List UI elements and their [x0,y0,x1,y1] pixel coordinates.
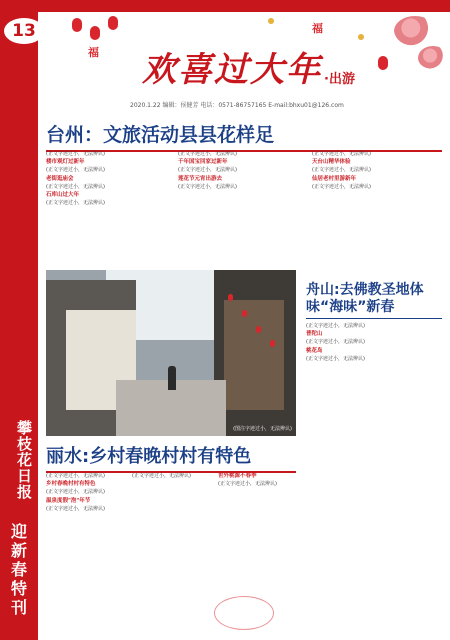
story1-subhead: 天台山精华体验 [312,159,351,166]
page-number: 13 [12,21,36,41]
story1-subhead: 仙居老村里游新年 [312,175,357,182]
story1-column-1 [46,150,172,266]
story3-column-3 [218,472,300,592]
story1-body: (正文字迹过小，无法辨认) [178,151,237,157]
story2-subhead: 桃花岛 [306,347,323,354]
red-lantern-icon [270,340,275,347]
story3-subhead: 世外桃源不春季 [218,473,257,479]
story1-column-3 [312,150,442,266]
story1-column-2 [178,150,304,266]
story3-subhead: 温泉度假"泡"年节 [46,497,91,504]
story3-column-2 [132,472,212,632]
story3-headline: 丽水:乡村春晚村村有特色 [46,442,296,473]
fu-character: 福 [88,46,99,59]
story2-rule [306,318,442,319]
lantern-icon [378,56,388,70]
story2-headline: 舟山:去佛教圣地体味“海味”新春 [306,282,424,315]
story1-body: (正文字迹过小，无法辨认) [46,183,105,190]
red-top-border [0,0,450,12]
story1-subhead: 楼市观灯过新年 [46,159,85,166]
banner-subtitle: ·出游 [324,72,355,87]
story2-body: (正文字迹过小，无法辨认) [306,323,365,329]
story1-headline: 台州：文旅活动县县花样足 [46,120,442,152]
red-lantern-icon [228,294,233,301]
story1-body: (正文字迹过小，无法辨认) [178,183,237,190]
story2-subhead: 普陀山 [306,331,323,338]
old-street-photo [46,270,296,436]
story2-body: (正文字迹过小，无法辨认) [306,355,365,362]
story1-body: (正文字迹过小，无法辨认) [46,200,105,207]
story3-body: (正文字迹过小，无法辨认) [46,473,105,479]
header-banner [38,12,450,112]
story1-body: (正文字迹过小，无法辨认) [312,151,371,157]
photo-caption: (图注字迹过小，无法辨认) [233,426,292,432]
decorative-dot [358,34,364,40]
plum-blossom-icon [418,46,448,70]
plum-blossom-icon [394,16,436,46]
photo-building-right-facade [224,300,284,410]
story3-body: (正文字迹过小，无法辨认) [46,505,105,512]
decorative-dot [268,18,274,24]
story1-subhead: 老街逛庙会 [46,175,74,182]
story1-body: (正文字迹过小，无法辨认) [178,167,237,174]
story3-body: (正文字迹过小，无法辨认) [132,473,191,479]
story3-body: (正文字迹过小，无法辨认) [218,481,277,488]
story3-column-1 [46,472,126,632]
decorative-seal [214,596,274,630]
newspaper-name-vertical: 攀枝花日报 [15,420,33,500]
story2-body: (正文字迹过小，无法辨认) [306,339,365,346]
story1-body: (正文字迹过小，无法辨认) [312,183,371,190]
story3-subhead: 乡村春晚村村有特色 [46,481,96,488]
special-edition-label: 迎新春特刊 [10,522,27,617]
red-lantern-icon [256,326,261,333]
story1-body: (正文字迹过小，无法辨认) [46,167,105,174]
lantern-icon [108,16,118,30]
photo-pedestrian [168,366,176,390]
red-lantern-icon [242,310,247,317]
story1-body: (正文字迹过小，无法辨认) [46,151,105,157]
lantern-icon [90,26,100,40]
lantern-icon [72,18,82,32]
story2-column [306,322,442,622]
fu-character: 福 [312,22,323,35]
edition-meta: 2020.1.22 编辑：侯健芳 电话：0571-86757165 E-mail:bhxu01@126.com [130,102,344,109]
story1-subhead: 莲花节元宵出游去 [178,175,223,182]
story1-subhead: 千年国宝回家过新年 [178,159,228,166]
banner-title: 欢喜过大年 [142,50,322,90]
story1-subhead: 石库山过大年 [46,192,80,199]
story3-body: (正文字迹过小，无法辨认) [46,489,105,496]
story1-body: (正文字迹过小，无法辨认) [312,167,371,174]
